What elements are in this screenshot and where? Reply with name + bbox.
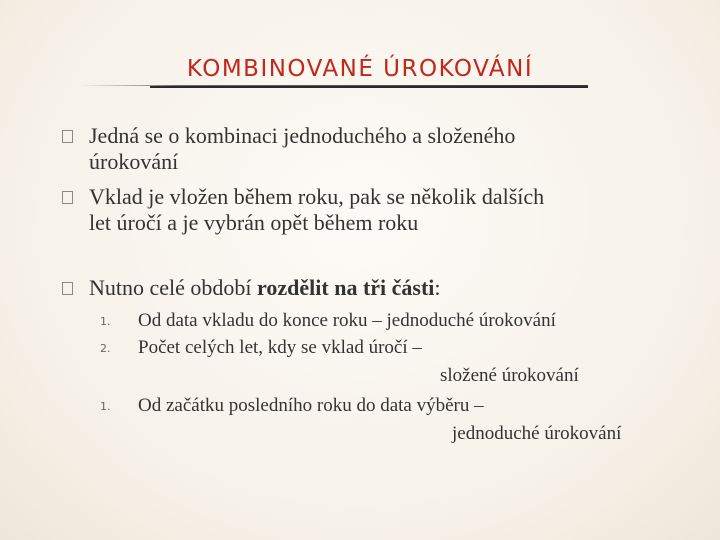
title-underline-accent: [150, 86, 588, 88]
bullet-text-3: [89, 274, 441, 302]
slide-title: KOMBINOVANÉ ÚROKOVÁNÍ: [186, 56, 534, 82]
step-number: 2.: [100, 342, 111, 355]
bullet-box-icon: [62, 191, 76, 205]
bullet-text-1-line2: úrokování: [89, 149, 179, 174]
bullet-text-3-prefix: Nutno celé období: [89, 275, 258, 300]
bullet-box-icon: [62, 282, 76, 296]
step-number: 1.: [100, 315, 111, 328]
bullet-text-3-bold: rozdělit na tři části: [257, 275, 435, 300]
bullet-text-2-line2: let úročí a je vybrán opět během roku: [89, 210, 419, 235]
step-3-text-line1: Od začátku posledního roku do data výběru –: [138, 395, 484, 416]
bullet-text-1-line1: Jedná se o kombinaci jednoduchého a složeného: [89, 123, 516, 148]
bullet-text-2-line1: Vklad je vložen během roku, pak se několik dalších: [89, 184, 545, 209]
step-3-text-line2: jednoduché úrokování: [452, 423, 622, 444]
bullet-box-icon: [62, 130, 76, 144]
bullet-text-3-suffix: :: [434, 275, 441, 300]
step-2-text-line2: složené úrokování: [440, 365, 579, 386]
step-number: 1.: [100, 400, 111, 413]
step-2-text-line1: Počet celých let, kdy se vklad úročí –: [138, 337, 422, 358]
step-1-text: Od data vkladu do konce roku – jednoduché úrokování: [138, 310, 556, 331]
